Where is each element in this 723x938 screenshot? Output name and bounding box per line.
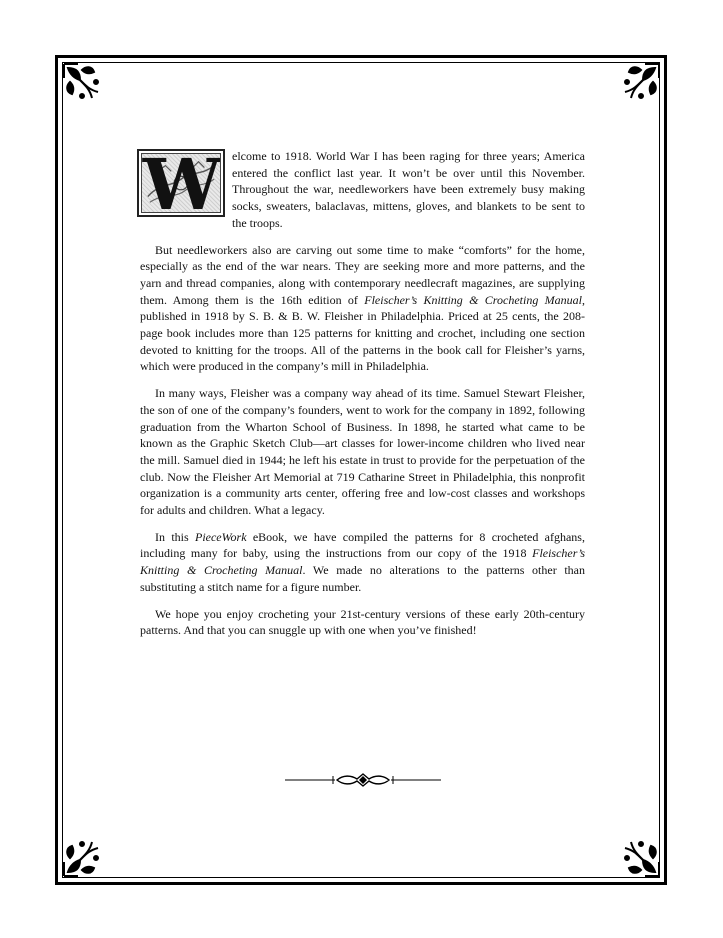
article-body [140,148,585,649]
italic-title: Fleischer’s Knitting & Crocheting Manual [364,292,583,307]
paragraph-text: eBook, we have compiled the patterns for 8 crocheted afghans, including many for baby, using the instructions from our copy of the 1918 [140,529,585,561]
italic-title: Fleischer’s Knitting & Crocheting Manual [140,546,585,578]
paragraph [140,242,585,376]
paragraph-text: elcome to 1918. World War I has been raging for three years; America entered the conflict last year. It won’t be over until this November. Throughout the war, needleworkers have been extremely busy making socks, sweaters, balaclavas, mittens, gloves, and blankets to be sent to the troops. [232,149,585,230]
paragraph [140,606,585,639]
paragraph [140,529,585,596]
paragraph-text: In many ways, Fleisher was a company way ahead of its time. Samuel Stewart Fleisher, the son of one of the company’s founders, went to work for the company in 1892, following graduation from the Wharton School of Business. In 1898, he started what came to be known as the Graphic Sketch Club—art classes for lower-income children who lived near the mill. Samuel died in 1944; he left his estate in trust to provide for the perpetuation of the club. Now the Fleisher Art Memorial at 719 Catharine Street in Philadelphia, this nonprofit organization is a community arts center, offering free and low-cost classes and workshops for adults and children. What a legacy. [140,386,585,518]
paragraph-text: , published in 1918 by S. B. & B. W. Fleisher in Philadelphia. Priced at 25 cents, the 208-page book includes more than 125 patterns for knitting and crochet, including one section devoted to knitting for the troops. All of the patterns in the book call for Fleisher’s yarns, which were produced in the company’s mill in Philadelphia. [140,292,586,374]
dropcap-initial [137,149,225,217]
paragraph-text: In this [155,529,195,544]
corner-ornament-icon [619,836,663,880]
dropcap-letter: W [142,153,220,213]
corner-ornament-icon [60,836,104,880]
dropcap-illustration-icon [141,153,221,213]
paragraph [140,385,585,519]
paragraph-text: . We made no alterations to the patterns other than substituting a stitch name for a figure number. [140,563,585,594]
divider-ornament-icon [285,771,441,789]
paragraph-text: We hope you enjoy crocheting your 21st-century versions of these early 20th-century patterns. And that you can snuggle up with one when you’ve finished! [140,606,585,638]
corner-ornament-icon [60,60,104,104]
paragraph-text: But needleworkers also are carving out some time to make “comforts” for the home, especially as the end of the war nears. They are seeking more and more patterns, and the yarn and thread companies, along with contemporary needlecraft magazines, are supplying them. Among them is the 16th edition of [140,242,585,307]
italic-title: PieceWork [194,529,247,544]
corner-ornament-icon [619,60,663,104]
